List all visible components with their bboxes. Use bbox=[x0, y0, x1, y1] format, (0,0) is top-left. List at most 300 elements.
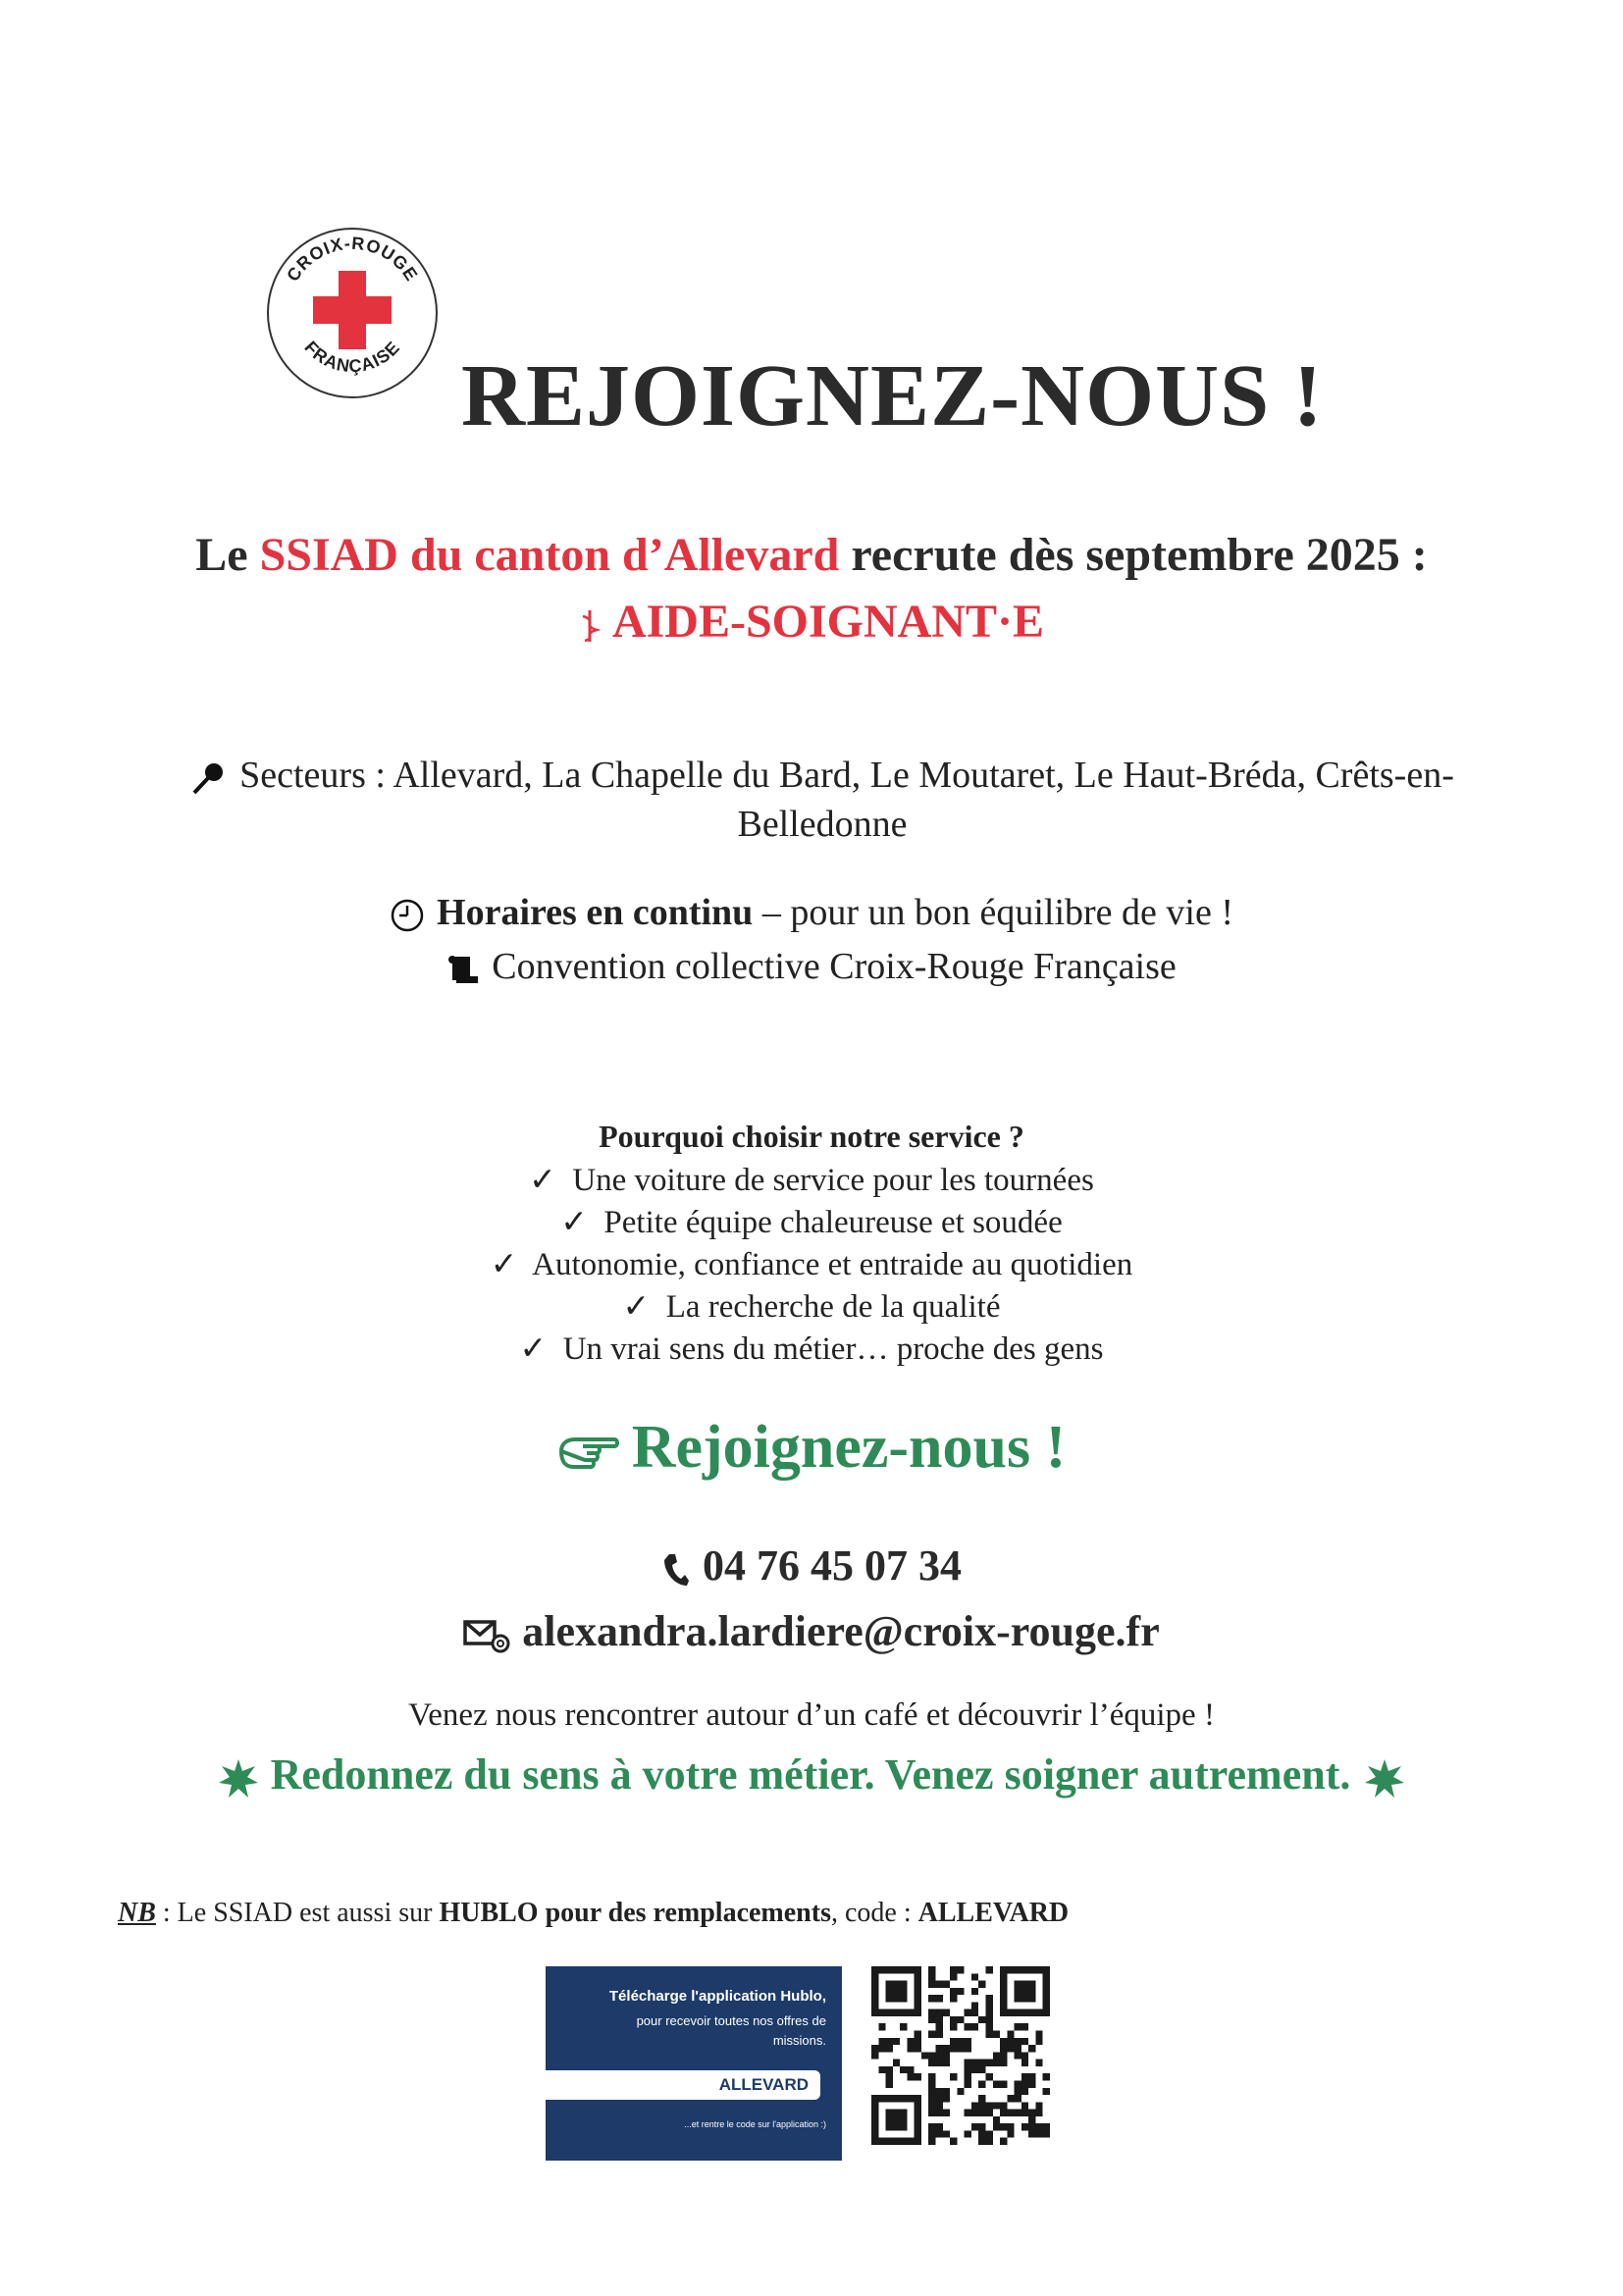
clock-icon bbox=[390, 898, 425, 933]
qr-module bbox=[950, 2045, 957, 2052]
qr-module bbox=[1035, 2110, 1042, 2116]
qr-module bbox=[871, 2009, 878, 2016]
recruit-prefix: Le bbox=[195, 529, 260, 581]
qr-module bbox=[907, 2138, 914, 2145]
qr-module bbox=[1000, 1981, 1007, 1988]
qr-module bbox=[893, 2009, 900, 2016]
qr-module bbox=[936, 2123, 943, 2130]
caduceus-icon bbox=[579, 608, 601, 644]
qr-module bbox=[907, 2045, 914, 2052]
qr-module bbox=[978, 2060, 985, 2066]
qr-module bbox=[1043, 1966, 1050, 1973]
qr-module bbox=[985, 2130, 992, 2137]
hublo-code: ALLEVARD bbox=[546, 2070, 820, 2100]
qr-module bbox=[886, 2116, 893, 2123]
recruit-suffix: recrute dès septembre 2025 : bbox=[839, 529, 1428, 581]
qr-module bbox=[1000, 1988, 1007, 1995]
qr-module bbox=[1015, 1995, 1021, 2002]
qr-module bbox=[886, 1995, 893, 2002]
qr-module bbox=[936, 2031, 943, 2038]
qr-module bbox=[950, 1988, 957, 1995]
qr-module bbox=[915, 2038, 921, 2045]
qr-module bbox=[1007, 2009, 1014, 2016]
qr-module bbox=[950, 1995, 957, 2002]
qr-module bbox=[943, 2088, 950, 2095]
qr-module bbox=[985, 2060, 992, 2066]
qr-module bbox=[1015, 2045, 1021, 2052]
qr-module bbox=[978, 2130, 985, 2137]
qr-module bbox=[900, 2116, 907, 2123]
nb-label: NB bbox=[118, 1898, 156, 1928]
qr-module bbox=[936, 2016, 943, 2023]
qr-module bbox=[1028, 2116, 1035, 2123]
qr-module bbox=[936, 2102, 943, 2109]
qr-module bbox=[978, 2110, 985, 2116]
qr-module bbox=[1015, 2009, 1021, 2016]
qr-module bbox=[1007, 2045, 1014, 2052]
pin-icon bbox=[190, 760, 226, 796]
qr-module bbox=[1043, 1981, 1050, 1988]
qr-module bbox=[965, 2038, 971, 2045]
qr-module bbox=[928, 2138, 935, 2145]
qr-module bbox=[1021, 2102, 1028, 2109]
qr-module bbox=[1043, 2123, 1050, 2130]
qr-module bbox=[878, 2023, 885, 2030]
qr-module bbox=[1007, 1966, 1014, 1973]
list-item: ✓ Petite équipe chaleureuse et soudée bbox=[560, 1205, 1063, 1240]
qr-module bbox=[1000, 2123, 1007, 2130]
qr-module bbox=[871, 2110, 878, 2116]
qr-module bbox=[900, 2095, 907, 2102]
hours-bold: Horaires en continu bbox=[437, 892, 754, 933]
qr-module bbox=[878, 2095, 885, 2102]
qr-module bbox=[1028, 2080, 1035, 2087]
qr-module bbox=[985, 2002, 992, 2009]
qr-module bbox=[936, 2045, 943, 2052]
qr-module bbox=[878, 2038, 885, 2045]
qr-module bbox=[886, 2110, 893, 2116]
qr-module bbox=[928, 2123, 935, 2130]
qr-module bbox=[985, 2016, 992, 2023]
qr-module bbox=[928, 1973, 935, 1980]
phone-number[interactable]: 04 76 45 07 34 bbox=[703, 1541, 962, 1590]
nb-note bbox=[118, 1898, 1069, 1929]
qr-module bbox=[1015, 2023, 1021, 2030]
qr-module bbox=[1043, 1995, 1050, 2002]
qr-module bbox=[971, 2123, 978, 2130]
qr-module bbox=[1015, 2038, 1021, 2045]
qr-module bbox=[1035, 2060, 1042, 2066]
qr-module bbox=[928, 1995, 935, 2002]
svg-text:CROIX-ROUGE: CROIX-ROUGE bbox=[283, 233, 422, 286]
why-list bbox=[0, 1160, 1623, 1371]
email-line bbox=[0, 1606, 1623, 1656]
qr-module bbox=[965, 2066, 971, 2073]
qr-module bbox=[871, 2116, 878, 2123]
qr-module bbox=[878, 2009, 885, 2016]
qr-module bbox=[957, 2045, 964, 2052]
qr-module bbox=[915, 2095, 921, 2102]
qr-module bbox=[943, 2052, 950, 2059]
qr-module bbox=[915, 2123, 921, 2130]
qr-module bbox=[871, 2138, 878, 2145]
qr-module bbox=[978, 2123, 985, 2130]
qr-module bbox=[886, 2080, 893, 2087]
qr-module bbox=[878, 2045, 885, 2052]
qr-module bbox=[928, 1966, 935, 1973]
qr-module bbox=[871, 2002, 878, 2009]
recruit-org: SSIAD du canton d’Allevard bbox=[259, 529, 840, 581]
qr-module bbox=[907, 2038, 914, 2045]
qr-module bbox=[907, 1966, 914, 1973]
star-icon bbox=[1364, 1758, 1405, 1800]
qr-module bbox=[1000, 1966, 1007, 1973]
qr-module bbox=[965, 2080, 971, 2087]
nb-text-2: , code : bbox=[830, 1898, 918, 1928]
qr-module bbox=[893, 2138, 900, 2145]
qr-module bbox=[1043, 2130, 1050, 2137]
qr-module bbox=[1021, 2038, 1028, 2045]
qr-module bbox=[965, 2130, 971, 2137]
qr-module bbox=[1021, 2023, 1028, 2030]
qr-module bbox=[893, 2110, 900, 2116]
qr-module bbox=[965, 2110, 971, 2116]
qr-module bbox=[943, 2110, 950, 2116]
qr-module bbox=[871, 1988, 878, 1995]
qr-module bbox=[871, 1995, 878, 2002]
qr-module bbox=[950, 2023, 957, 2030]
qr-module bbox=[1015, 2080, 1021, 2087]
qr-module bbox=[985, 1995, 992, 2002]
qr-module bbox=[1007, 2130, 1014, 2137]
qr-module bbox=[900, 2023, 907, 2030]
qr-module bbox=[928, 2080, 935, 2087]
qr-module bbox=[971, 2066, 978, 2073]
qr-module bbox=[928, 2130, 935, 2137]
qr-module bbox=[915, 2116, 921, 2123]
qr-module bbox=[1000, 2080, 1007, 2087]
qr-module bbox=[1000, 2110, 1007, 2116]
qr-module bbox=[957, 1988, 964, 1995]
qr-module bbox=[1021, 2060, 1028, 2066]
qr-module bbox=[871, 2045, 878, 2052]
qr-module bbox=[915, 1981, 921, 1988]
qr-module bbox=[928, 2009, 935, 2016]
qr-module bbox=[1028, 2009, 1035, 2016]
email-icon bbox=[463, 1618, 510, 1653]
qr-module bbox=[1035, 2038, 1042, 2045]
qr-module bbox=[985, 2031, 992, 2038]
qr-module bbox=[1043, 1988, 1050, 1995]
qr-module bbox=[950, 2073, 957, 2080]
phone-line bbox=[0, 1540, 1623, 1591]
qr-module bbox=[915, 1966, 921, 1973]
qr-module bbox=[928, 2060, 935, 2066]
pointing-hand-icon bbox=[557, 1432, 620, 1475]
qr-module bbox=[993, 2116, 1000, 2123]
qr-module bbox=[957, 1966, 964, 1973]
qr-module bbox=[971, 2023, 978, 2030]
hublo-line-1: Télécharge l'application Hublo, bbox=[608, 1988, 826, 2005]
qr-module bbox=[928, 2052, 935, 2059]
qr-module bbox=[936, 2023, 943, 2030]
qr-module bbox=[965, 2073, 971, 2080]
qr-module bbox=[1021, 1981, 1028, 1988]
qr-module bbox=[965, 2009, 971, 2016]
qr-module bbox=[915, 2110, 921, 2116]
qr-module bbox=[1043, 2073, 1050, 2080]
qr-module bbox=[900, 1995, 907, 2002]
why-title: Pourquoi choisir notre service ? bbox=[599, 1119, 1024, 1154]
sectors bbox=[116, 751, 1529, 849]
qr-module bbox=[978, 2016, 985, 2023]
qr-module bbox=[1015, 2052, 1021, 2059]
qr-module bbox=[928, 2102, 935, 2109]
star-icon bbox=[218, 1758, 259, 1800]
qr-module bbox=[886, 2009, 893, 2016]
phone-icon bbox=[661, 1551, 691, 1589]
qr-module bbox=[978, 2102, 985, 2109]
qr-module bbox=[957, 2016, 964, 2023]
qr-module bbox=[1000, 2052, 1007, 2059]
qr-code[interactable] bbox=[871, 1966, 1050, 2145]
qr-module bbox=[893, 1988, 900, 1995]
list-item: ✓ Une voiture de service pour les tournées bbox=[529, 1163, 1094, 1198]
qr-module bbox=[950, 2038, 957, 2045]
qr-module bbox=[893, 1981, 900, 1988]
qr-module bbox=[1028, 2123, 1035, 2130]
qr-module bbox=[1028, 2045, 1035, 2052]
qr-module bbox=[971, 2110, 978, 2116]
qr-module bbox=[1035, 2123, 1042, 2130]
qr-module bbox=[921, 2052, 928, 2059]
qr-module bbox=[985, 2023, 992, 2030]
qr-module bbox=[1007, 2031, 1014, 2038]
qr-module bbox=[1000, 2102, 1007, 2109]
qr-module bbox=[978, 2095, 985, 2102]
qr-module bbox=[900, 2123, 907, 2130]
qr-module bbox=[1007, 2110, 1014, 2116]
qr-module bbox=[971, 1988, 978, 1995]
qr-module bbox=[1015, 2088, 1021, 2095]
qr-module bbox=[886, 2038, 893, 2045]
qr-module bbox=[900, 1988, 907, 1995]
qr-module bbox=[1021, 2009, 1028, 2016]
job-label: AIDE-SOIGNANT·E bbox=[611, 596, 1045, 648]
qr-module bbox=[886, 1966, 893, 1973]
qr-module bbox=[886, 2138, 893, 2145]
qr-module bbox=[1035, 2102, 1042, 2109]
qr-module bbox=[915, 2102, 921, 2109]
qr-module bbox=[1021, 1988, 1028, 1995]
qr-module bbox=[971, 2102, 978, 2109]
qr-module bbox=[871, 2130, 878, 2137]
qr-module bbox=[886, 2123, 893, 2130]
qr-module bbox=[936, 2060, 943, 2066]
qr-module bbox=[1007, 2095, 1014, 2102]
qr-module bbox=[907, 2073, 914, 2080]
page-title: REJOIGNEZ-NOUS ! bbox=[461, 347, 1324, 444]
qr-module bbox=[900, 2066, 907, 2073]
qr-module bbox=[886, 1981, 893, 1988]
qr-module bbox=[965, 2023, 971, 2030]
nb-code: ALLEVARD bbox=[917, 1898, 1070, 1928]
qr-module bbox=[971, 2060, 978, 2066]
qr-module bbox=[1035, 2031, 1042, 2038]
qr-module bbox=[878, 2138, 885, 2145]
qr-module bbox=[871, 1981, 878, 1988]
slogan-text: Redonnez du sens à votre métier. Venez soigner autrement. bbox=[270, 1750, 1351, 1799]
qr-module bbox=[893, 2038, 900, 2045]
sectors-text: Secteurs : Allevard, La Chapelle du Bard, Le Moutaret, Le Haut-Bréda, Crêts-en-Belledonne bbox=[239, 755, 1454, 845]
qr-module bbox=[985, 2102, 992, 2109]
qr-module bbox=[965, 2045, 971, 2052]
qr-module bbox=[971, 2009, 978, 2016]
qr-module bbox=[936, 2009, 943, 2016]
qr-module bbox=[978, 2066, 985, 2073]
qr-module bbox=[1021, 2110, 1028, 2116]
qr-module bbox=[1000, 2060, 1007, 2066]
qr-module bbox=[1000, 1995, 1007, 2002]
qr-module bbox=[936, 2052, 943, 2059]
qr-module bbox=[1000, 2045, 1007, 2052]
croix-rouge-logo bbox=[263, 224, 442, 402]
job-title bbox=[0, 595, 1623, 649]
nb-bold-1: HUBLO pour des remplacements bbox=[439, 1898, 831, 1928]
qr-module bbox=[943, 2095, 950, 2102]
qr-module bbox=[993, 2060, 1000, 2066]
convention-line bbox=[0, 945, 1623, 988]
qr-module bbox=[936, 2110, 943, 2116]
qr-module bbox=[915, 2031, 921, 2038]
qr-module bbox=[1000, 2038, 1007, 2045]
qr-module bbox=[978, 1981, 985, 1988]
qr-module bbox=[1028, 2110, 1035, 2116]
qr-module bbox=[971, 2002, 978, 2009]
qr-module bbox=[971, 1973, 978, 1980]
qr-module bbox=[886, 2066, 893, 2073]
list-item: ✓ Autonomie, confiance et entraide au quotidien bbox=[490, 1247, 1133, 1282]
svg-text:FRANÇAISE: FRANÇAISE bbox=[300, 337, 404, 377]
qr-module bbox=[1043, 2088, 1050, 2095]
hublo-card bbox=[546, 1966, 842, 2161]
qr-module bbox=[915, 2002, 921, 2009]
qr-module bbox=[871, 2123, 878, 2130]
slogan bbox=[0, 1749, 1623, 1800]
qr-module bbox=[1028, 1981, 1035, 1988]
qr-module bbox=[943, 2060, 950, 2066]
qr-module bbox=[950, 2016, 957, 2023]
qr-module bbox=[1035, 2130, 1042, 2137]
qr-module bbox=[893, 1966, 900, 1973]
qr-module bbox=[1015, 2110, 1021, 2116]
qr-module bbox=[943, 2045, 950, 2052]
qr-module bbox=[993, 2031, 1000, 2038]
qr-module bbox=[893, 1995, 900, 2002]
qr-module bbox=[985, 2073, 992, 2080]
qr-module bbox=[893, 2116, 900, 2123]
qr-module bbox=[886, 2045, 893, 2052]
qr-module bbox=[943, 2130, 950, 2137]
qr-module bbox=[907, 2009, 914, 2016]
qr-module bbox=[928, 2110, 935, 2116]
qr-module bbox=[1015, 1988, 1021, 1995]
qr-module bbox=[936, 2088, 943, 2095]
qr-module bbox=[1021, 2073, 1028, 2080]
cta-text: Rejoignez-nous ! bbox=[631, 1414, 1067, 1481]
qr-module bbox=[1035, 1966, 1042, 1973]
qr-module bbox=[1043, 2002, 1050, 2009]
qr-module bbox=[936, 2095, 943, 2102]
hublo-line-3: ...et rentre le code sur l'application :) bbox=[684, 2119, 826, 2129]
qr-module bbox=[1043, 1973, 1050, 1980]
qr-module bbox=[893, 2123, 900, 2130]
hublo-line-2: pour recevoir toutes nos offres de missions. bbox=[636, 2013, 826, 2048]
qr-module bbox=[928, 2016, 935, 2023]
qr-module bbox=[1035, 2009, 1042, 2016]
qr-module bbox=[878, 1966, 885, 1973]
email-address[interactable]: alexandra.lardiere@croix-rouge.fr bbox=[522, 1607, 1160, 1655]
qr-module bbox=[1021, 1995, 1028, 2002]
qr-module bbox=[900, 2138, 907, 2145]
qr-module bbox=[915, 1995, 921, 2002]
recruit-line bbox=[0, 528, 1623, 582]
qr-module bbox=[1000, 1973, 1007, 1980]
hours-rest: – pour un bon équilibre de vie ! bbox=[753, 892, 1233, 933]
qr-module bbox=[1007, 2123, 1014, 2130]
qr-module bbox=[1021, 2052, 1028, 2059]
qr-module bbox=[993, 2102, 1000, 2109]
qr-module bbox=[965, 2060, 971, 2066]
qr-module bbox=[1015, 1981, 1021, 1988]
cta-heading bbox=[0, 1413, 1623, 1483]
qr-module bbox=[1021, 2088, 1028, 2095]
qr-module bbox=[915, 2138, 921, 2145]
qr-module bbox=[1021, 2123, 1028, 2130]
qr-module bbox=[1028, 2073, 1035, 2080]
qr-module bbox=[871, 2052, 878, 2059]
qr-module bbox=[950, 1966, 957, 1973]
qr-module bbox=[950, 1973, 957, 1980]
qr-module bbox=[907, 2095, 914, 2102]
qr-module bbox=[1043, 2009, 1050, 2016]
qr-module bbox=[943, 2009, 950, 2016]
qr-module bbox=[993, 2123, 1000, 2130]
qr-module bbox=[900, 1966, 907, 1973]
qr-module bbox=[1028, 1966, 1035, 1973]
qr-module bbox=[928, 1981, 935, 1988]
qr-module bbox=[1000, 2138, 1007, 2145]
qr-module bbox=[928, 2088, 935, 2095]
qr-module bbox=[936, 1981, 943, 1988]
qr-module bbox=[1021, 1966, 1028, 1973]
nb-text-1: : Le SSIAD est aussi sur bbox=[155, 1898, 440, 1928]
qr-module bbox=[915, 2073, 921, 2080]
qr-module bbox=[993, 2052, 1000, 2059]
qr-module bbox=[928, 2031, 935, 2038]
qr-module bbox=[893, 2095, 900, 2102]
qr-module bbox=[1015, 1966, 1021, 1973]
qr-module bbox=[936, 1995, 943, 2002]
qr-module bbox=[978, 2138, 985, 2145]
qr-module bbox=[957, 2038, 964, 2045]
qr-module bbox=[871, 1966, 878, 1973]
qr-module bbox=[900, 1981, 907, 1988]
scroll-icon bbox=[446, 953, 480, 986]
qr-module bbox=[993, 2080, 1000, 2087]
qr-module bbox=[915, 2130, 921, 2137]
qr-module bbox=[1028, 1995, 1035, 2002]
